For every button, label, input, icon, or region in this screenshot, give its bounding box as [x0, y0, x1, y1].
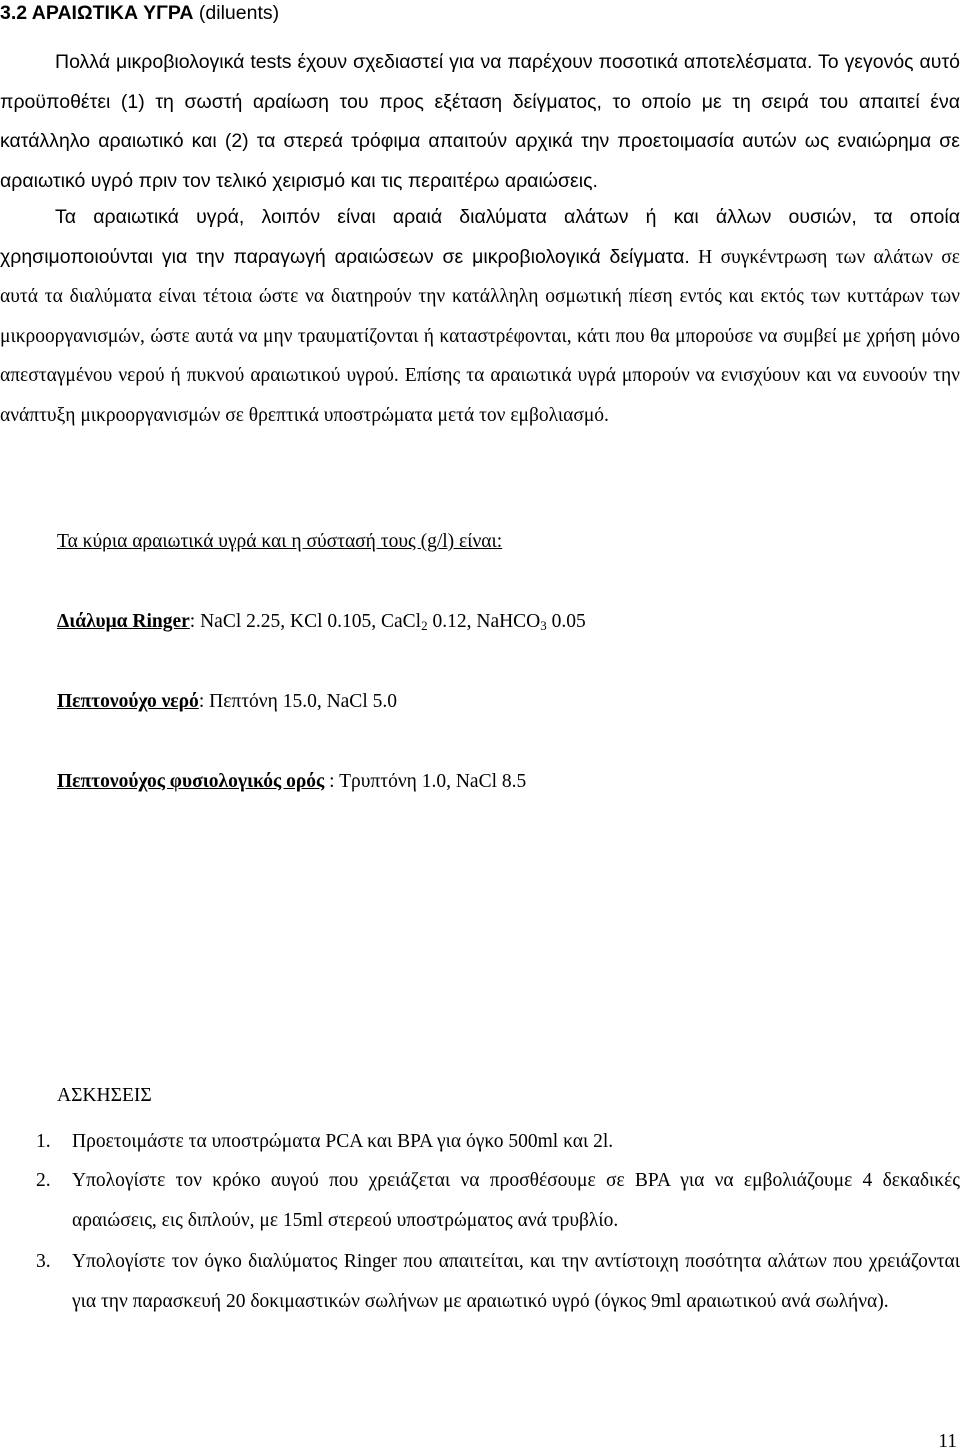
peptone-saline-name: Πεπτονούχος φυσιολογικός ορός — [57, 771, 325, 792]
exercise-number: 3. — [36, 1251, 51, 1272]
exercise-text: Υπολογίστε τον κρόκο αυγού που χρειάζεται να προσθέσουμε σε BPA για να εμβολιάζουμε 4 δεκαδικές αραιώσεις, εις διπλούν, με 15ml στερεού υποστρώματος ανά τρυβλίο. — [72, 1170, 960, 1231]
section-number-title: 3.2 ΑΡΑΙΩΤΙΚΑ ΥΓΡΑ — [0, 2, 194, 24]
exercise-item — [36, 1242, 960, 1321]
paragraph-diluents-sans: Τα αραιωτικά υγρά, λοιπόν είναι αραιά διαλύματα αλάτων ή και άλλων ουσιών, τα οποία χρησιμοποιούνται για την παραγωγή αραιώσεων σε μικροβιολογικά δείγματα. — [0, 206, 960, 268]
peptone-saline-line — [57, 769, 526, 795]
exercise-number: 2. — [36, 1170, 51, 1191]
page-number: 11 — [938, 1431, 957, 1452]
ringer-part1: NaCl 2.25, KCl 0.105, CaCl — [195, 611, 422, 632]
section-subtitle: (diluents) — [193, 2, 280, 24]
ringer-sub1: 2 — [421, 618, 428, 633]
ringer-sub2: 3 — [540, 618, 547, 633]
exercises-title: ΑΣΚΗΣΕΙΣ — [57, 1085, 152, 1106]
exercise-item — [36, 1122, 960, 1162]
peptone-water-rest: : Πεπτόνη 15.0, NaCl 5.0 — [198, 691, 397, 712]
paragraph-intro — [0, 43, 960, 201]
section-title — [0, 0, 279, 26]
ringer-colon: : — [189, 611, 196, 632]
ringer-part2: 0.12, NaHCO — [427, 611, 541, 632]
exercise-text: Υπολογίστε τον όγκο διαλύματος Ringer που απαιτείται, και την αντίστοιχη ποσότητα αλάτων που χρειάζονται για την παρασκευή 20 δοκιμαστικών σωλήνων με αραιωτικό υγρό (όγκος 9ml αραιωτικού ανά σωλήνα). — [72, 1251, 960, 1312]
ringer-part3: 0.05 — [546, 611, 586, 632]
exercise-text: Προετοιμάστε τα υποστρώματα PCA και BPA για όγκο 500ml και 2l. — [72, 1131, 614, 1152]
paragraph-diluents-serif: Η συγκέντρωση των αλάτων σε αυτά τα διαλύματα είναι τέτοια ώστε να διατηρούν την κατάλληλη οσμωτική πίεση εντός και εκτός των κυττάρων των μικροοργανισμών, ώστε αυτά να μην τραυματίζονται ή καταστρέφονται, κάτι που θα μπορούσε να συμβεί με χρήση μόνο απεσταγμένου νερού ή πυκνού αραιωτικού υγρού. Επίσης τα αραιωτικά υγρά μπορούν να ενισχύουν και να ευνοούν την ανάπτυξη μικροοργανισμών σε θρεπτικά υποστρώματα μετά τον εμβολιασμό. — [0, 246, 960, 426]
paragraph-intro-text: Πολλά μικροβιολογικά tests έχουν σχεδιαστεί για να παρέχουν ποσοτικά αποτελέσματα. Το γεγονός αυτό προϋποθέτει (1) τη σωστή αραίωση του προς εξέταση δείγματος, το οποίο με τη σειρά του απαιτεί ένα κατάλληλο αραιωτικό και (2) τα στερεά τρόφιμα απαιτούν αρχικά την προετοιμασία αυτών ως εναιώρημα σε αραιωτικό υγρό πριν τον τελικό χειρισμό και τις περαιτέρω αραιώσεις. — [0, 51, 960, 192]
exercise-item — [36, 1161, 960, 1240]
peptone-water-name: Πεπτονούχο νερό — [57, 691, 199, 712]
paragraph-diluents — [0, 198, 960, 435]
composition-heading: Τα κύρια αραιωτικά υγρά και η σύστασή τους (g/l) είναι: — [57, 531, 503, 552]
peptone-saline-rest: : Τρυπτόνη 1.0, NaCl 8.5 — [324, 771, 527, 792]
ringer-name: Διάλυμα Ringer — [57, 611, 190, 632]
peptone-water-line — [57, 689, 397, 715]
paragraph-diluents-text — [0, 198, 960, 435]
ringer-solution-line — [57, 609, 586, 635]
exercise-number: 1. — [36, 1131, 51, 1152]
